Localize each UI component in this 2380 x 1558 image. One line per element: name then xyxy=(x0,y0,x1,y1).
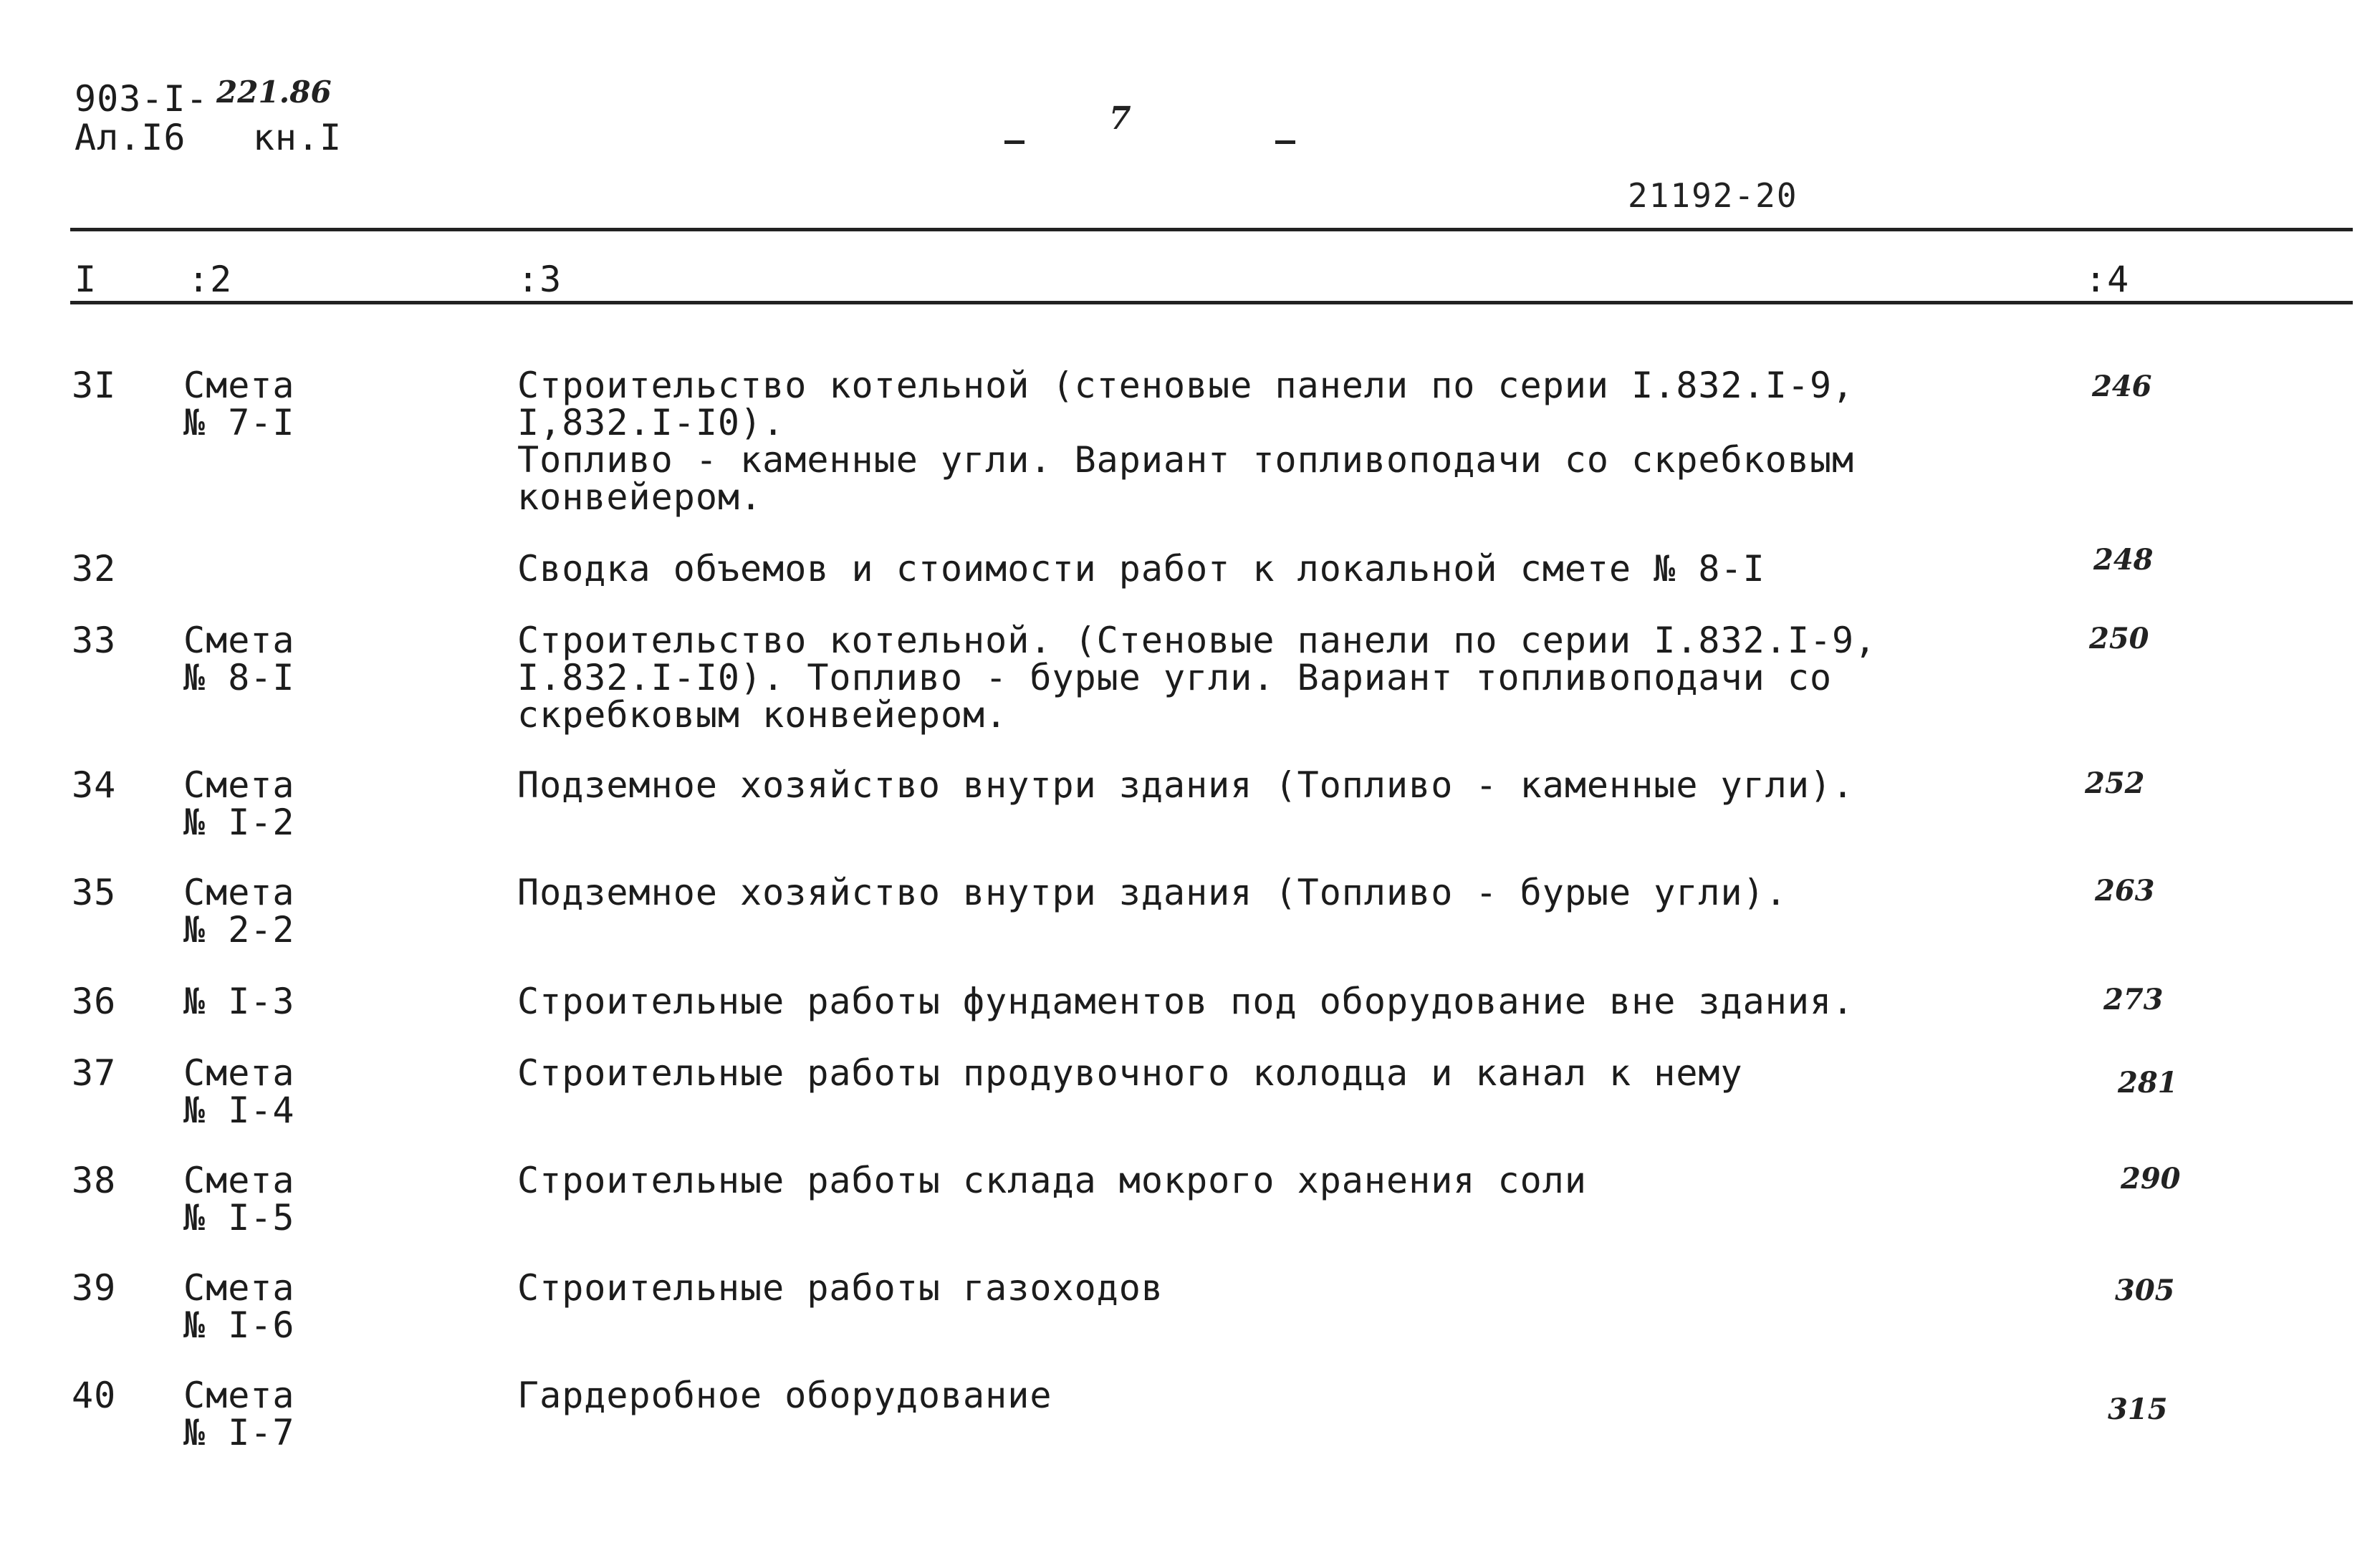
sheet-reference: Ал.I6 кн.I xyxy=(75,117,342,158)
column-header-2: :2 xyxy=(188,259,233,300)
row-page: 315 xyxy=(2108,1393,2168,1426)
row-description: Строительство котельной (стеновые панели по серии I.832.I-9, I,832.I-I0). Топливо - каменные угли. Вариант топливоподачи со скребковым конвейером. xyxy=(517,365,1855,518)
row-page: 273 xyxy=(2103,983,2164,1016)
row-document: Смета № 7-I xyxy=(183,365,295,443)
row-page: 305 xyxy=(2115,1274,2175,1307)
row-document: № I-3 xyxy=(183,981,295,1022)
document-code-handwritten: 221.86 xyxy=(216,74,332,110)
row-description: Подземное хозяйство внутри здания (Топливо - бурые угли). xyxy=(517,872,1788,913)
page-number: 7 xyxy=(1109,100,1131,137)
row-description: Строительные работы продувочного колодца и канал к нему xyxy=(517,1052,1743,1094)
row-number: 37 xyxy=(72,1052,117,1094)
row-description: Строительные работы газоходов xyxy=(517,1267,1163,1309)
row-description: Строительные работы фундаментов под оборудование вне здания. xyxy=(517,981,1855,1022)
row-number: 35 xyxy=(72,872,117,913)
row-number: 36 xyxy=(72,981,117,1022)
row-page: 263 xyxy=(2095,874,2155,908)
row-document: Смета № I-2 xyxy=(183,764,295,843)
table-header-rule xyxy=(70,301,2353,304)
row-page: 290 xyxy=(2121,1162,2181,1196)
row-document: Смета № I-4 xyxy=(183,1052,295,1131)
column-header-1: I xyxy=(75,259,97,300)
row-document: Смета № 2-2 xyxy=(183,872,295,951)
row-page: 248 xyxy=(2093,543,2154,577)
row-page: 281 xyxy=(2118,1066,2178,1100)
row-document: Смета № I-6 xyxy=(183,1267,295,1346)
row-document: Смета № I-5 xyxy=(183,1160,295,1239)
row-page: 250 xyxy=(2089,622,2149,655)
row-number: 38 xyxy=(72,1160,117,1201)
row-description: Строительство котельной. (Стеновые панели по серии I.832.I-9, I.832.I-I0). Топливо - бурые угли. Вариант топливоподачи со скребковым конвейером. xyxy=(517,620,1877,736)
document-code: 903-I- xyxy=(75,78,208,120)
column-header-3: :3 xyxy=(517,259,562,300)
row-description: Строительные работы склада мокрого хранения соли xyxy=(517,1160,1587,1201)
page-dash-right xyxy=(1275,140,1295,144)
row-description: Подземное хозяйство внутри здания (Топливо - каменные угли). xyxy=(517,764,1855,806)
row-description: Сводка объемов и стоимости работ к локальной смете № 8-I xyxy=(517,548,1765,590)
table-top-rule xyxy=(70,228,2353,231)
row-number: 33 xyxy=(72,620,117,661)
inventory-number: 21192-20 xyxy=(1628,176,1798,215)
row-document: Смета № 8-I xyxy=(183,620,295,698)
row-number: 40 xyxy=(72,1375,117,1416)
row-description: Гардеробное оборудование xyxy=(517,1375,1052,1416)
row-number: 3I xyxy=(72,365,117,406)
row-document: Смета № I-7 xyxy=(183,1375,295,1453)
row-page: 246 xyxy=(2092,370,2152,403)
column-header-4: :4 xyxy=(2085,259,2130,300)
row-number: 39 xyxy=(72,1267,117,1309)
row-number: 32 xyxy=(72,548,117,590)
row-page: 252 xyxy=(2085,766,2145,800)
row-number: 34 xyxy=(72,764,117,806)
page-dash-left xyxy=(1004,140,1025,144)
